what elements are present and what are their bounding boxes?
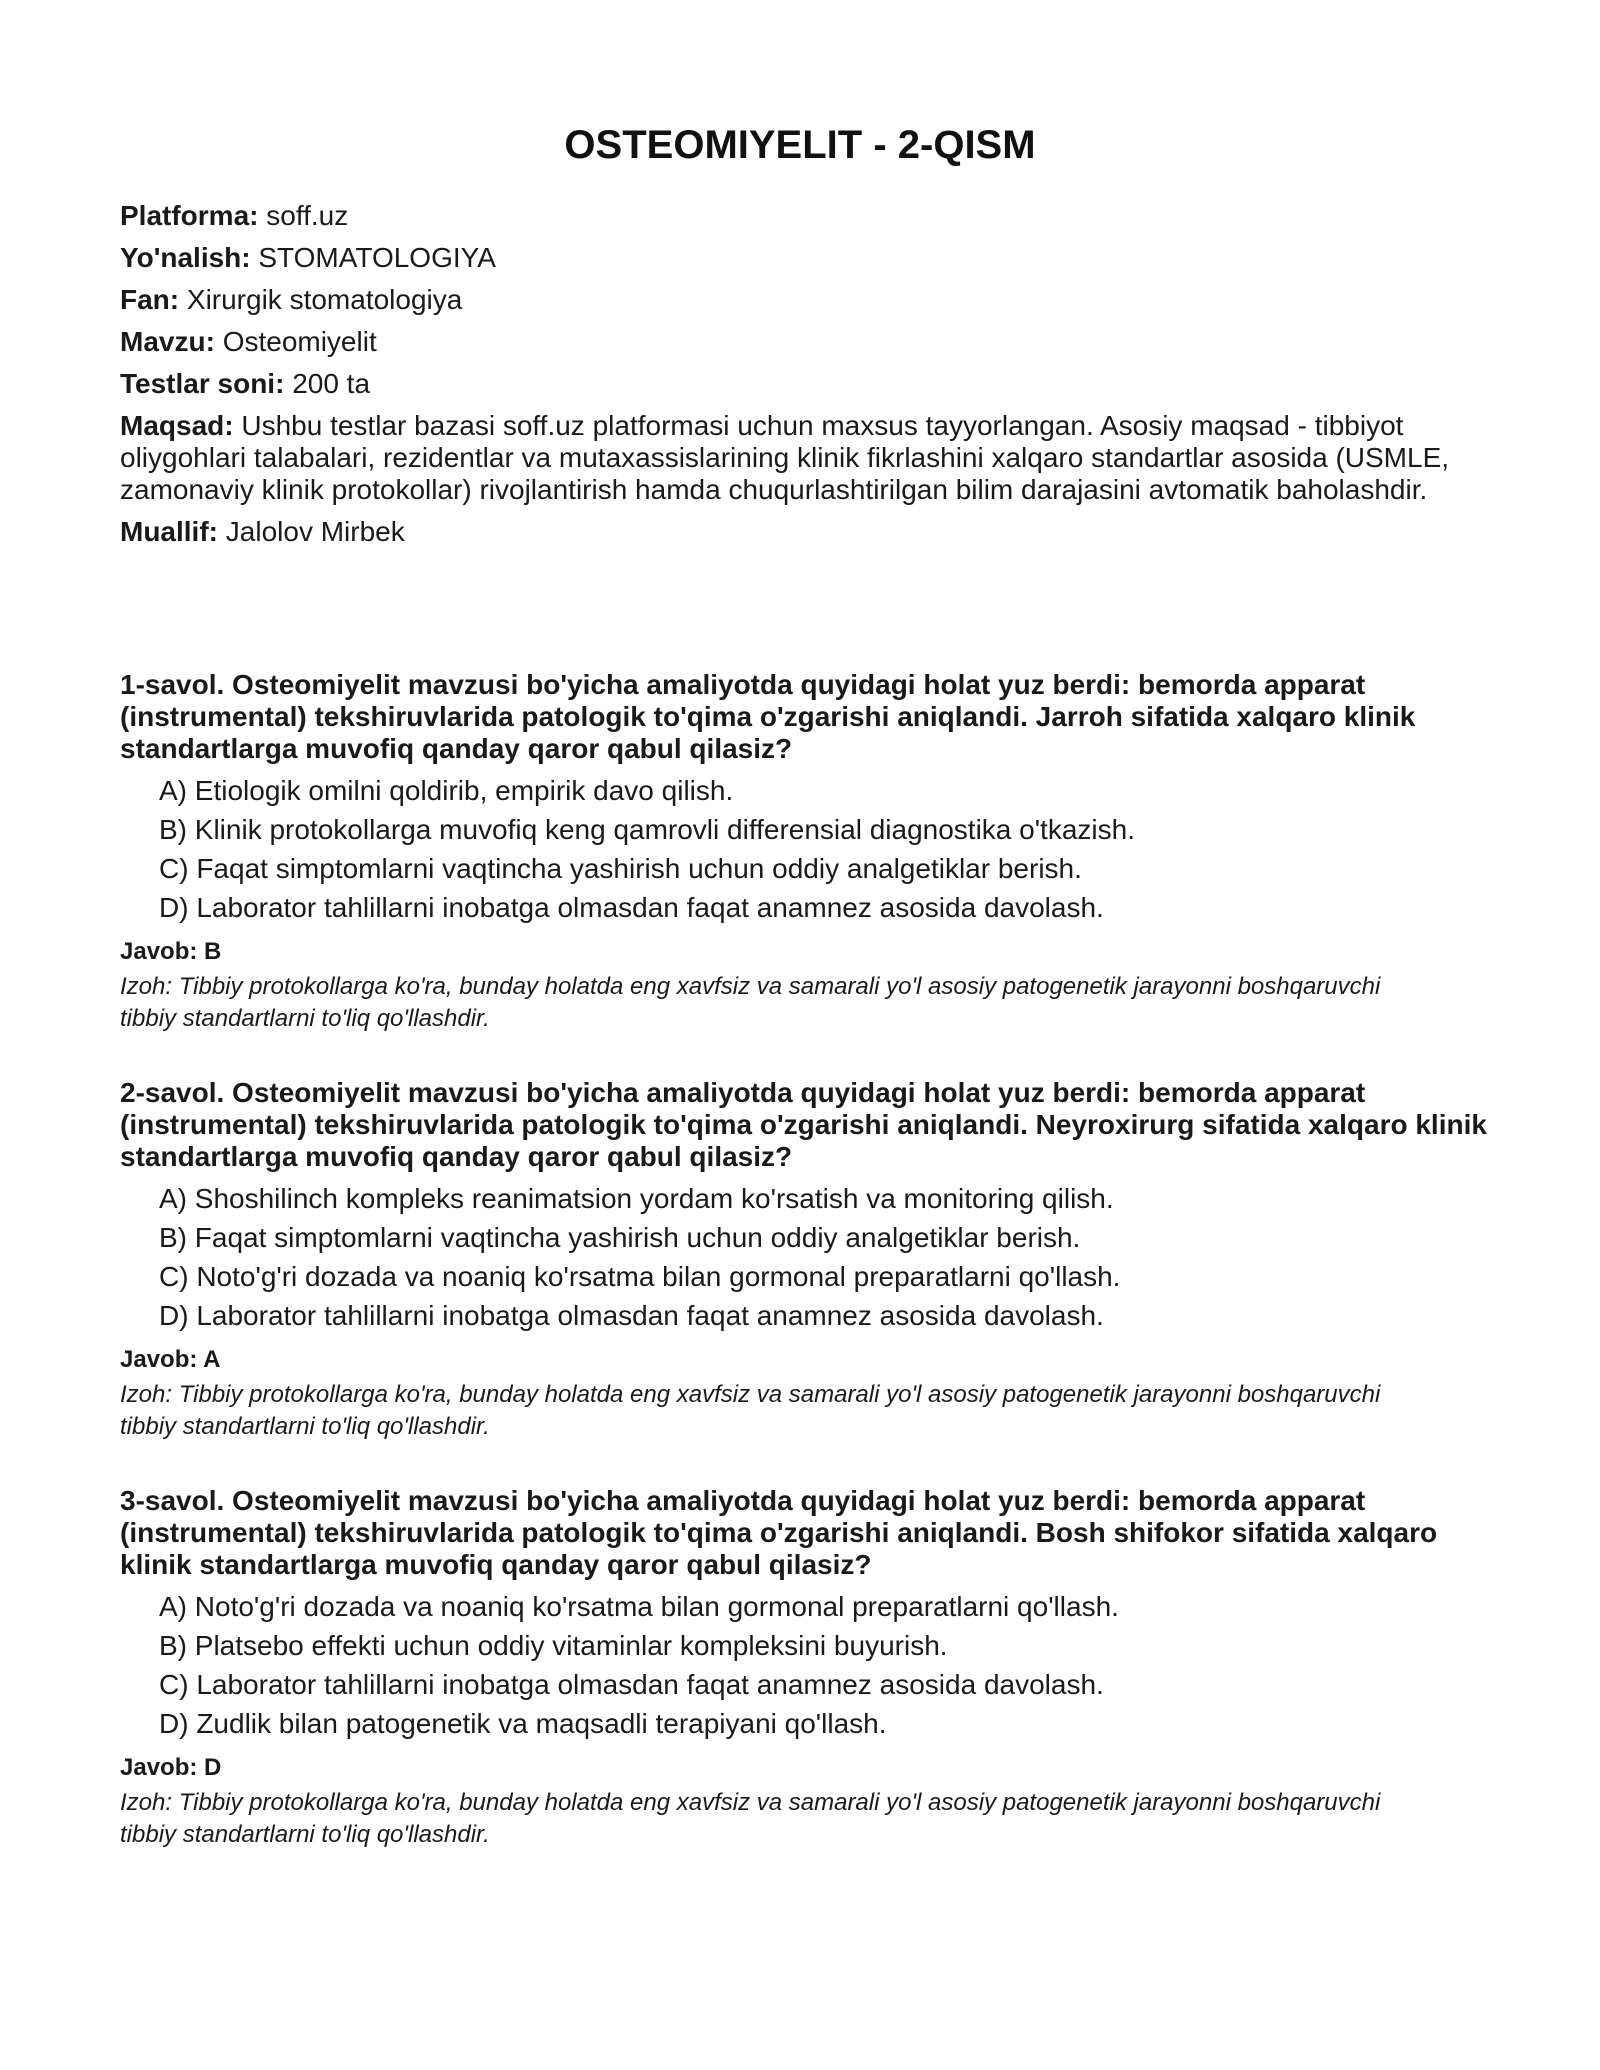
meta-value: Jalolov Mirbek <box>225 516 405 547</box>
answer-option-d: D) Zudlik bilan patogenetik va maqsadli terapiyani qo'llash. <box>159 1708 887 1739</box>
meta-label: Testlar soni: <box>120 368 285 399</box>
meta-value: STOMATOLOGIYA <box>258 242 496 273</box>
answer-option-d: D) Laborator tahlillarni inobatga olmasdan faqat anamnez asosida davolash. <box>159 892 1104 923</box>
meta-subject <box>120 284 1470 316</box>
correct-answer: Javob: D <box>120 1754 222 1781</box>
answer-option-b: B) Platsebo effekti uchun oddiy vitaminlar kompleksini buyurish. <box>159 1630 948 1661</box>
meta-value: Osteomiyelit <box>222 326 377 357</box>
question-text: 2-savol. Osteomiyelit mavzusi bo'yicha amaliyotda quyidagi holat yuz berdi: bemorda apparat (instrumental) tekshiruvlarida patologik to'qima o'zgarishi aniqlandi. Neyroxirurg sifatida xalqaro klinik standartlarga muvofiq qanday qaror qabul qilasiz? <box>120 1077 1487 1172</box>
question-block-3 <box>120 1485 1500 1851</box>
meta-label: Yo'nalish: <box>120 242 251 273</box>
meta-direction <box>120 242 1470 274</box>
answer-option-c: C) Faqat simptomlarni vaqtincha yashirish uchun oddiy analgetiklar berish. <box>159 853 1082 884</box>
question-text: 3-savol. Osteomiyelit mavzusi bo'yicha amaliyotda quyidagi holat yuz berdi: bemorda apparat (instrumental) tekshiruvlarida patologik to'qima o'zgarishi aniqlandi. Bosh shifokor sifatida xalqaro klinik standartlarga muvofiq qanday qaror qabul qilasiz? <box>120 1485 1438 1580</box>
answer-option-c: C) Laborator tahlillarni inobatga olmasdan faqat anamnez asosida davolash. <box>159 1669 1104 1700</box>
meta-author <box>120 516 1470 548</box>
question-block-2 <box>120 1077 1500 1443</box>
meta-platform <box>120 200 1470 232</box>
answer-option-a: A) Shoshilinch kompleks reanimatsion yordam ko'rsatish va monitoring qilish. <box>159 1183 1114 1214</box>
meta-label: Maqsad: <box>120 410 234 441</box>
meta-value: Ushbu testlar bazasi soff.uz platformasi uchun maxsus tayyorlangan. Asosiy maqsad - tibbiyot oliygohlari talabalari, rezidentlar va mutaxassislarining klinik fikrlashini xalqaro standartlar asosida (USMLE, zamonaviy klinik protokollar) rivojlantirish hamda chuqurlashtirilgan bilim darajasini avtomatik baholashdir. <box>120 410 1450 505</box>
answer-option-d: D) Laborator tahlillarni inobatga olmasdan faqat anamnez asosida davolash. <box>159 1300 1104 1331</box>
meta-label: Fan: <box>120 284 180 315</box>
correct-answer: Javob: A <box>120 1346 221 1373</box>
answer-explanation: Izoh: Tibbiy protokollarga ko'ra, bunday holatda eng xavfsiz va samarali yo'l asosiy patogenetik jarayonni boshqaruvchi tibbiy standartlarni to'liq qo'llashdir. <box>120 973 1381 1032</box>
answer-option-b: B) Klinik protokollarga muvofiq keng qamrovli differensial diagnostika o'tkazish. <box>159 814 1135 845</box>
meta-label: Muallif: <box>120 516 218 547</box>
answer-option-c: C) Noto'g'ri dozada va noaniq ko'rsatma bilan gormonal preparatlarni qo'llash. <box>159 1261 1121 1292</box>
meta-test-count <box>120 368 1470 400</box>
meta-topic <box>120 326 1470 358</box>
meta-value: Xirurgik stomatologiya <box>186 284 463 315</box>
document-metadata <box>120 200 1470 558</box>
answer-option-a: A) Etiologik omilni qoldirib, empirik davo qilish. <box>159 775 734 806</box>
document-title: OSTEOMIYELIT - 2-QISM <box>564 123 1036 167</box>
answer-option-b: B) Faqat simptomlarni vaqtincha yashirish uchun oddiy analgetiklar berish. <box>159 1222 1081 1253</box>
question-text: 1-savol. Osteomiyelit mavzusi bo'yicha amaliyotda quyidagi holat yuz berdi: bemorda apparat (instrumental) tekshiruvlarida patologik to'qima o'zgarishi aniqlandi. Jarroh sifatida xalqaro klinik standartlarga muvofiq qanday qaror qabul qilasiz? <box>120 669 1416 764</box>
meta-value: soff.uz <box>266 200 349 231</box>
meta-purpose <box>120 410 1470 506</box>
answer-option-a: A) Noto'g'ri dozada va noaniq ko'rsatma bilan gormonal preparatlarni qo'llash. <box>159 1591 1119 1622</box>
answer-explanation: Izoh: Tibbiy protokollarga ko'ra, bunday holatda eng xavfsiz va samarali yo'l asosiy patogenetik jarayonni boshqaruvchi tibbiy standartlarni to'liq qo'llashdir. <box>120 1381 1381 1440</box>
meta-label: Mavzu: <box>120 326 215 357</box>
answer-explanation: Izoh: Tibbiy protokollarga ko'ra, bunday holatda eng xavfsiz va samarali yo'l asosiy patogenetik jarayonni boshqaruvchi tibbiy standartlarni to'liq qo'llashdir. <box>120 1789 1381 1848</box>
question-block-1 <box>120 669 1500 1035</box>
correct-answer: Javob: B <box>120 938 222 965</box>
meta-label: Platforma: <box>120 200 259 231</box>
meta-value: 200 ta <box>292 368 371 399</box>
